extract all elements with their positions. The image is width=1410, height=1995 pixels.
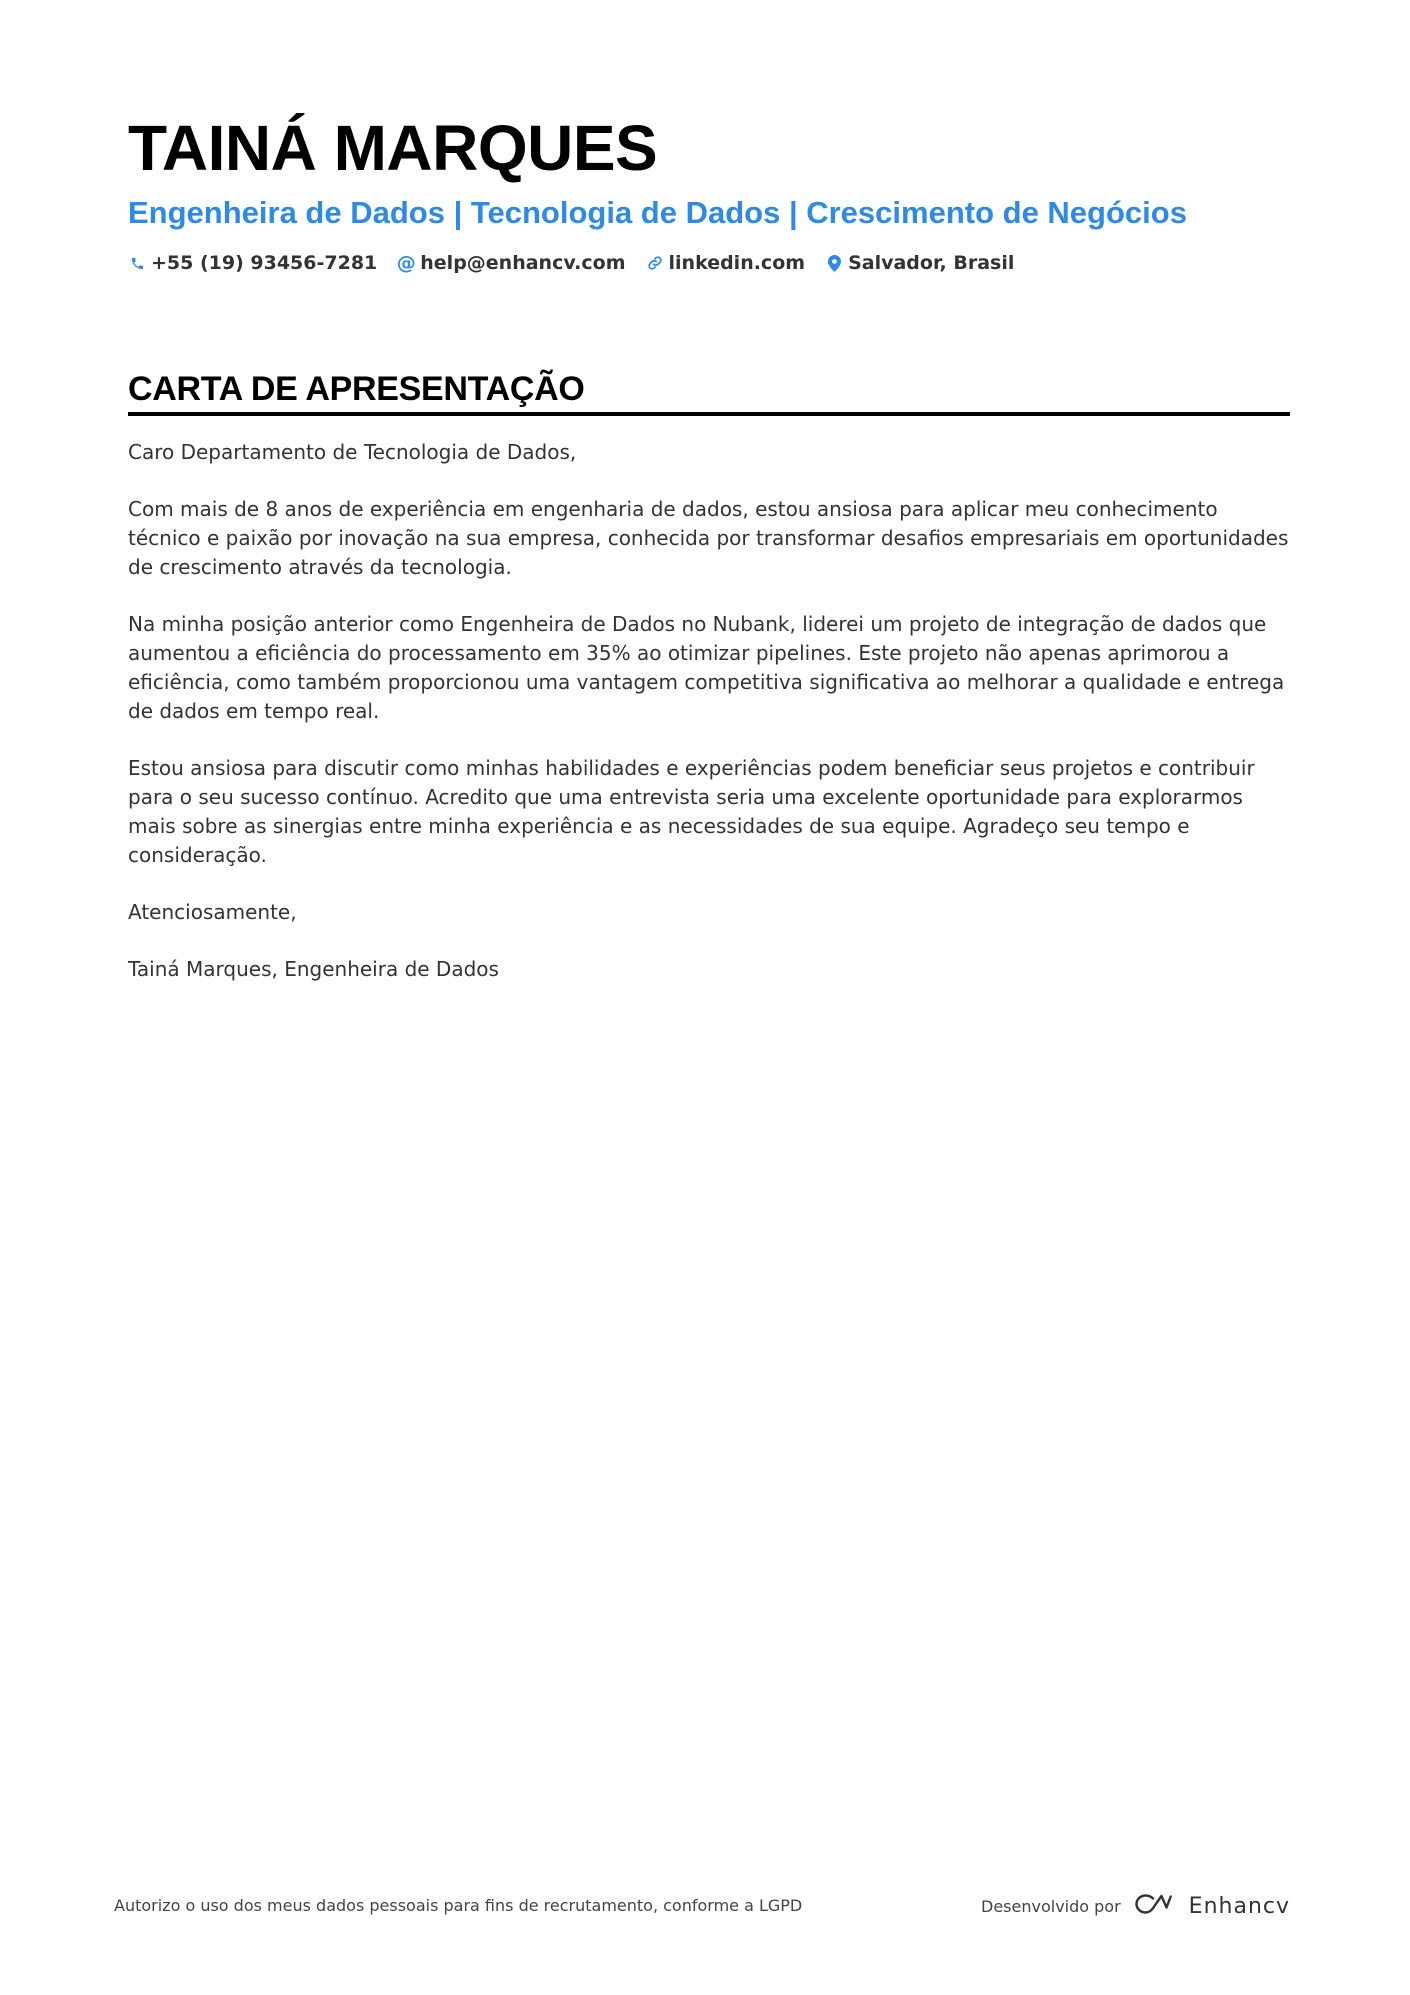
letter-paragraph-3: Estou ansiosa para discutir como minhas habilidades e experiências podem beneficiar seus projetos e contribuir para o seu sucesso contínuo. Acredito que uma entrevista seria uma excelente oportunidade para explorarmos mais sobre as sinergias entre minha experiência e as necessidades de sua equipe. Agradeço seu tempo e consideração.: [128, 756, 1255, 867]
letter-paragraph-2: Na minha posição anterior como Engenheira de Dados no Nubank, liderei um projeto de integração de dados que aumentou a eficiência do processamento em 35% ao otimizar pipelines. Este projeto não apenas aprimorou a eficiência, como também proporcionou uma vantagem competitiva significativa ao melhorar a qualidade e entrega de dados em tempo real.: [128, 612, 1285, 723]
contact-phone: [128, 252, 377, 274]
cover-letter-section: [128, 368, 1290, 1012]
map-pin-icon: [825, 254, 843, 272]
enhancv-logo-icon: [1133, 1892, 1179, 1920]
letter-closing: Atenciosamente,: [128, 900, 297, 924]
letter-greeting: Caro Departamento de Tecnologia de Dados,: [128, 440, 577, 464]
powered-by-label: Desenvolvido por: [981, 1896, 1121, 1916]
contact-email[interactable]: [397, 252, 625, 274]
letter-body: [128, 438, 1290, 984]
contact-linkedin[interactable]: [646, 252, 806, 274]
footer: [114, 1892, 1290, 1922]
brand-link[interactable]: [1133, 1892, 1290, 1920]
header: [128, 110, 1290, 274]
brand-name: Enhancv: [1188, 1893, 1290, 1919]
letter-paragraph-1: Com mais de 8 anos de experiência em engenharia de dados, estou ansiosa para aplicar meu conhecimento técnico e paixão por inovação na sua empresa, conhecida por transformar desafios empresariais em oportunidades de crescimento através da tecnologia.: [128, 497, 1289, 579]
location-text: Salvador, Brasil: [848, 252, 1015, 274]
contact-location: [825, 252, 1014, 274]
powered-by[interactable]: [981, 1892, 1290, 1920]
candidate-name: TAINÁ MARQUES: [128, 112, 658, 184]
link-icon: [646, 254, 664, 272]
candidate-headline: Engenheira de Dados | Tecnologia de Dados | Crescimento de Negócios: [128, 195, 1187, 230]
phone-icon: [128, 254, 146, 272]
letter-signature: Tainá Marques, Engenheira de Dados: [128, 957, 499, 981]
email-text[interactable]: help@enhancv.com: [420, 252, 626, 274]
linkedin-text[interactable]: linkedin.com: [668, 252, 806, 274]
phone-text: +55 (19) 93456-7281: [151, 252, 378, 274]
contact-bar: [128, 252, 1290, 274]
at-icon: @: [396, 252, 416, 274]
consent-note: Autorizo o uso dos meus dados pessoais para fins de recrutamento, conforme a LGPD: [114, 1896, 803, 1915]
section-title: CARTA DE APRESENTAÇÃO: [128, 368, 1290, 416]
